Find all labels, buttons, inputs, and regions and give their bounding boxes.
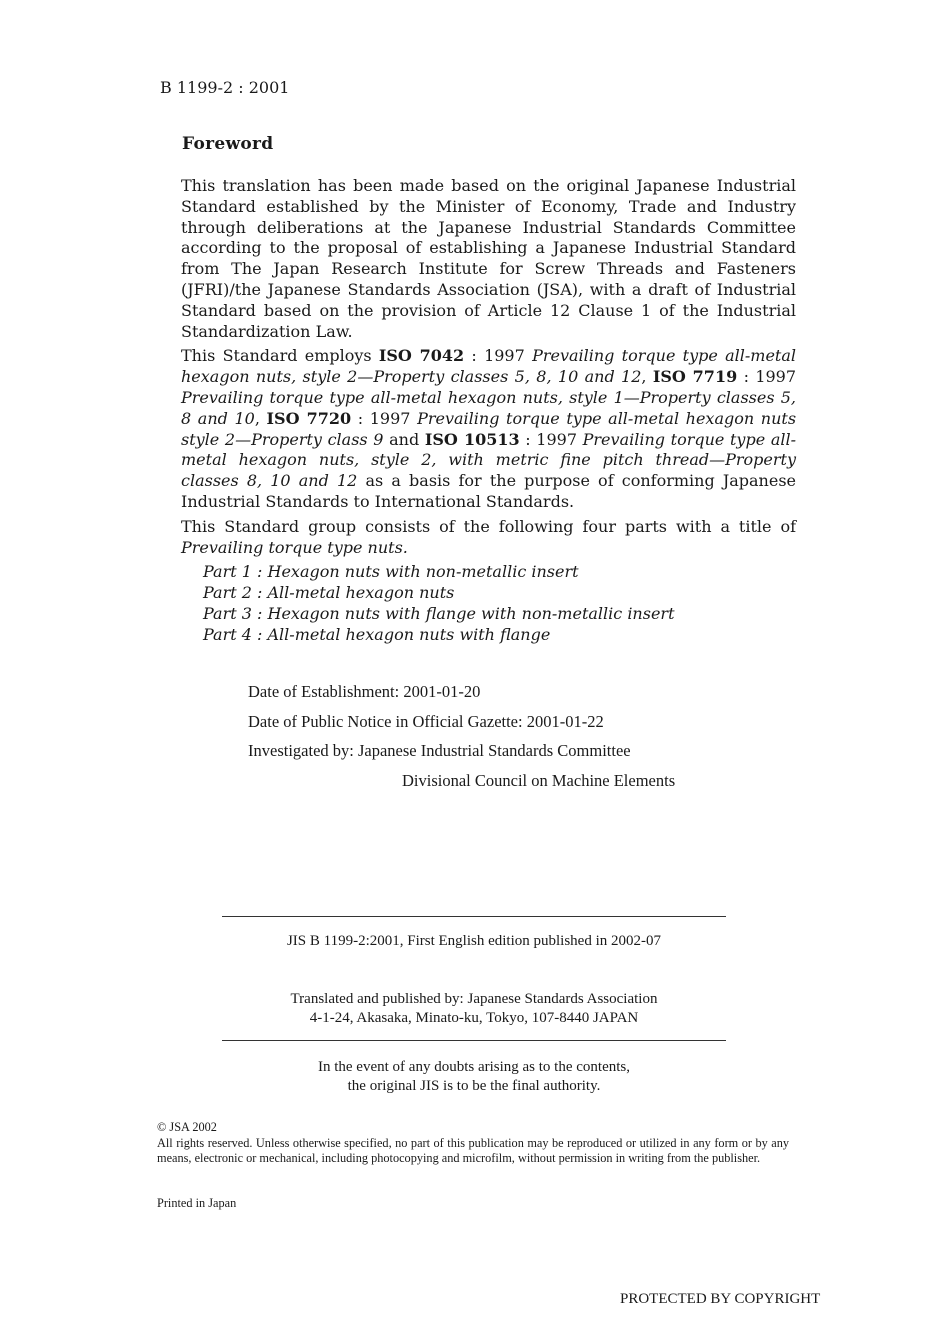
publisher-info: Translated and published by: Japanese Standards Association 4-1-24, Akasaka, Minato-ku, Tokyo, 107-8440 JAPAN [290,991,658,1026]
investigating-council: Divisional Council on Machine Elements [402,770,676,790]
divider-bottom [222,1040,726,1041]
copyright-notice [157,1120,789,1167]
iso-title: Prevailing torque type all-metal hexagon nuts, style 1—Property classes 5, 8 and 10 [181,387,796,428]
parts-list [203,562,796,645]
paragraph-translation-basis: This translation has been made based on the original Japanese Industrial Standard established by the Minister of Economy, Trade and Industry through deliberations at the Japanese Industrial Standards Committee according to the proposal of establishing a Japanese Industrial Standard from The Japan Research Institute for Screw Threads and Fasteners (JFRI)/the Japanese Standards Association (JSA), with a draft of Industrial Standard based on the provision of Article 12 Clause 1 of the Industrial Standardization Law. [181,176,796,341]
iso-title: Prevailing torque type all-metal hexagon nuts style 2—Property class 9 [181,408,797,449]
iso-ref: ISO 10513 [424,429,520,449]
iso-title: Prevailing torque type all-metal hexagon nuts, style 2—Property classes 5, 8, 10 and 12 [181,346,797,387]
rights-statement: All rights reserved. Unless otherwise specified, no part of this publication may be reproduced or utilized in any form or by any means, electronic or mechanical, including photocopying and microfilm, without permission in writing from the publisher. [157,1135,789,1165]
date-of-public-notice: Date of Public Notice in Official Gazette: 2001-01-22 [248,711,604,731]
group-title: Prevailing torque type nuts. [181,537,408,557]
iso-ref: ISO 7719 [652,367,738,387]
edition-info: JIS B 1199-2:2001, First English edition published in 2002-07 [286,933,662,949]
iso-ref: ISO 7042 [378,346,465,366]
list-item: Part 3 : Hexagon nuts with flange with non-metallic insert [203,603,675,623]
foreword-body [181,176,796,646]
paragraph-iso-basis: This Standard employs ISO 7042 : 1997 Prevailing torque type all-metal hexagon nuts, style 2—Property classes 5, 8, 10 and 12, ISO 7719 : 1997 Prevailing torque type all-metal hexagon nuts, style 1—Property classes 5, 8 and 10, ISO 7720 : 1997 Prevailing torque type all-metal hexagon nuts style 2—Property class 9 and ISO 10513 : 1997 Prevailing torque type all-metal hexagon nuts, style 2, with metric fine pitch thread—Property classes 8, 10 and 12 as a basis for the purpose of conforming Japanese Industrial Standards to International Standards. [181,346,797,511]
copyright-stamp: PROTECTED BY COPYRIGHT [620,1291,821,1307]
list-item: Part 2 : All-metal hexagon nuts [203,583,455,603]
section-heading: Foreword [182,134,274,154]
iso-title: Prevailing torque type all-metal hexagon nuts, style 2, with metric fine pitch thread—Property classes 8, 10 and 12 [181,429,797,491]
iso-ref: ISO 7720 [266,408,352,428]
printed-in: Printed in Japan [157,1196,237,1210]
investigated-by: Investigated by: Japanese Industrial Standards Committee [248,741,631,760]
paragraph-standard-group: This Standard group consists of the following four parts with a title of Prevailing torque type nuts. [181,516,796,557]
list-item: Part 4 : All-metal hexagon nuts with flange [203,624,551,644]
standard-metadata [248,682,675,800]
authority-notice: In the event of any doubts arising as to the contents, the original JIS is to be the final authority. [317,1059,630,1094]
copyright-line: © JSA 2002 [157,1120,217,1134]
date-of-establishment: Date of Establishment: 2001-01-20 [248,682,481,701]
divider-top [222,916,726,917]
running-header: B 1199-2 : 2001 [160,78,290,97]
list-item: Part 1 : Hexagon nuts with non-metallic insert [203,562,579,582]
